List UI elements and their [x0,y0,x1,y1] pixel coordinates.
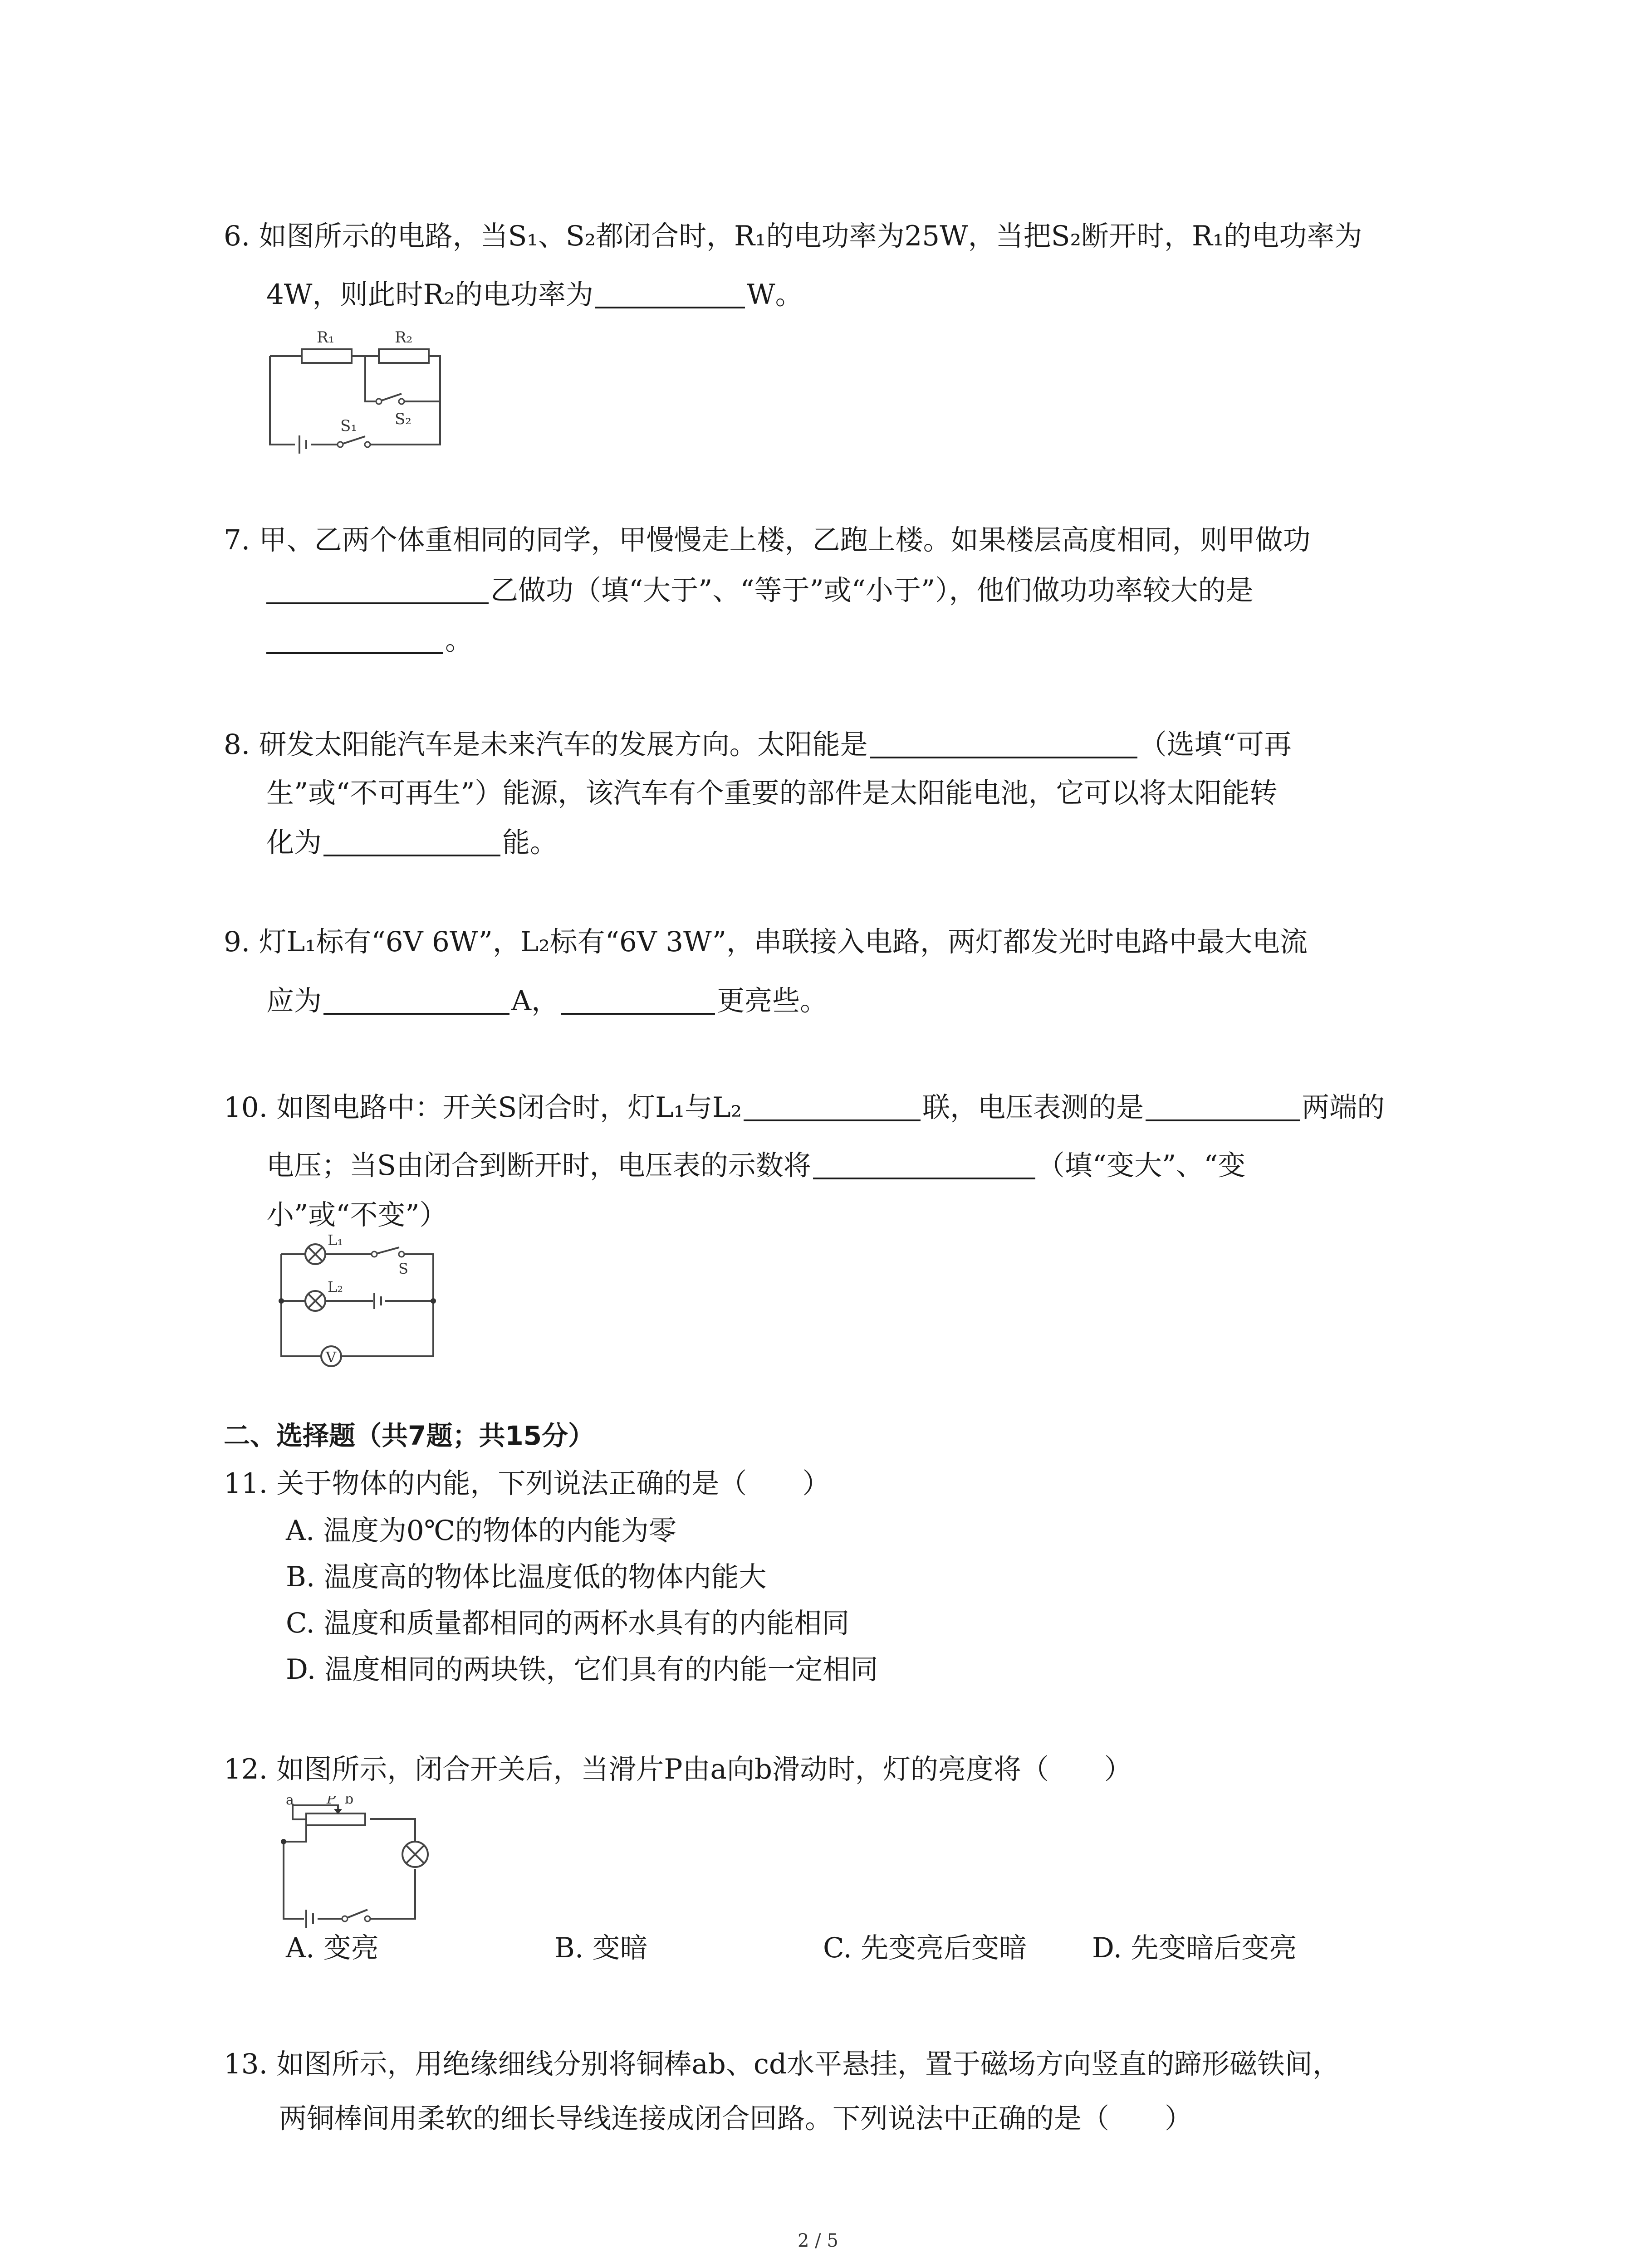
q9-line-2-tail: 更亮些。 [717,985,828,1017]
q7-line-2-text: 乙做功（填“大于”、“等于”或“小于”），他们做功功率较大的是 [490,574,1254,606]
q11-option-b[interactable]: B. 温度高的物体比温度低的物体内能大 [286,1561,767,1593]
q8-line-3-text: 化为 [266,826,322,859]
q11-option-d[interactable]: D. 温度相同的两块铁，它们具有的内能一定相同 [286,1653,878,1686]
q6-circuit-diagram [263,322,454,455]
q7-line-3-text: 。 [445,624,473,656]
q12-option-a[interactable]: A. 变亮 [286,1932,379,1964]
q11-stem: 11. 关于物体的内能，下列说法正确的是（ ） [224,1467,830,1500]
q8-answer-blank-2[interactable] [323,828,500,856]
q8-line-1-tail: （选填“可再 [1139,728,1292,761]
q10-line-2 [266,1149,1246,1182]
q13-line-1: 13. 如图所示，用绝缘细线分别将铜棒ab、cd水平悬挂，置于磁场方向竖直的蹄形磁铁间， [224,2048,1341,2080]
q8-line-1 [224,728,1292,761]
q9-line-2-text: 应为 [266,985,322,1017]
q10-answer-blank-1[interactable] [744,1093,921,1121]
q10-line-1-mid: 联，电压表测的是 [922,1091,1144,1124]
q10-answer-blank-3[interactable] [813,1151,1035,1179]
q10-line-1-tail: 两端的 [1302,1091,1385,1124]
q12-option-b[interactable]: B. 变暗 [554,1932,648,1964]
q8-line-3-tail: 能。 [502,826,558,859]
q11-option-c[interactable]: C. 温度和质量都相同的两杯水具有的内能相同 [286,1607,850,1639]
q8-line-2: 生”或“不可再生”）能源，该汽车有个重要的部件是太阳能电池，它可以将太阳能转 [266,777,1278,809]
q12-circuit-diagram [277,1796,440,1934]
q10-label-l2: L₂ [328,1278,343,1295]
q10-line-3: 小”或“不变”） [266,1199,447,1231]
q9-line-1: 9. 灯L₁标有“6V 6W”，L₂标有“6V 3W”，串联接入电路，两灯都发光时电路中最大电流 [224,926,1308,958]
q12-label-p: P [327,1796,336,1807]
q6-label-s1: S₁ [340,417,357,435]
q6-line-2-unit: W。 [746,279,803,311]
q6-line-2-text: 4W，则此时R₂的电功率为 [266,279,593,311]
q9-line-2 [266,987,828,1015]
q6-answer-blank[interactable] [595,280,745,308]
q10-answer-blank-2[interactable] [1146,1093,1300,1121]
q10-line-1 [224,1091,1385,1124]
q8-answer-blank-1[interactable] [870,730,1137,758]
q6-label-r2: R₂ [395,328,413,347]
q10-circuit-diagram [272,1234,449,1372]
q8-line-1-text: 8. 研发太阳能汽车是未来汽车的发展方向。太阳能是 [224,728,868,761]
q7-line-3 [266,626,473,654]
q10-line-1-text: 10. 如图电路中：开关S闭合时，灯L₁与L₂ [224,1091,742,1124]
q8-line-3 [266,826,558,859]
q10-line-2-text: 电压；当S由闭合到断开时，电压表的示数将 [266,1149,811,1182]
q11-option-a[interactable]: A. 温度为0℃的物体的内能为零 [286,1515,676,1547]
q9-line-2-unit: A， [511,985,559,1017]
q7-line-1: 7. 甲、乙两个体重相同的同学，甲慢慢走上楼，乙跑上楼。如果楼层高度相同，则甲做功 [224,524,1311,556]
q12-stem: 12. 如图所示，闭合开关后，当滑片P由a向b滑动时，灯的亮度将（ ） [224,1753,1132,1785]
q6-label-s2: S₂ [395,410,411,428]
q7-answer-blank-2[interactable] [266,626,443,654]
q7-answer-blank-1[interactable] [266,576,489,604]
q10-label-s: S [398,1260,408,1277]
q12-option-c[interactable]: C. 先变亮后变暗 [823,1932,1027,1964]
page-number: 2 / 5 [798,2230,838,2251]
section-heading: 二、选择题（共7题；共15分） [224,1420,595,1451]
q10-label-l1: L₁ [328,1234,343,1249]
q6-line-1: 6. 如图所示的电路，当S₁、S₂都闭合时，R₁的电功率为25W，当把S₂断开时，R₁的电功率为 [224,220,1362,252]
q9-answer-blank-1[interactable] [323,987,509,1015]
q10-line-2-tail: （填“变大”、“变 [1037,1149,1246,1182]
q6-label-r1: R₁ [317,328,335,347]
q12-label-a: a [286,1796,294,1808]
q6-line-2 [266,279,803,311]
q9-answer-blank-2[interactable] [561,987,715,1015]
q12-label-b: b [345,1796,354,1807]
q10-label-v: V [326,1349,337,1366]
q13-line-2: 两铜棒间用柔软的细长导线连接成闭合回路。下列说法中正确的是（ ） [279,2102,1193,2135]
q12-option-d[interactable]: D. 先变暗后变亮 [1092,1932,1297,1964]
q7-line-2 [266,576,1254,604]
